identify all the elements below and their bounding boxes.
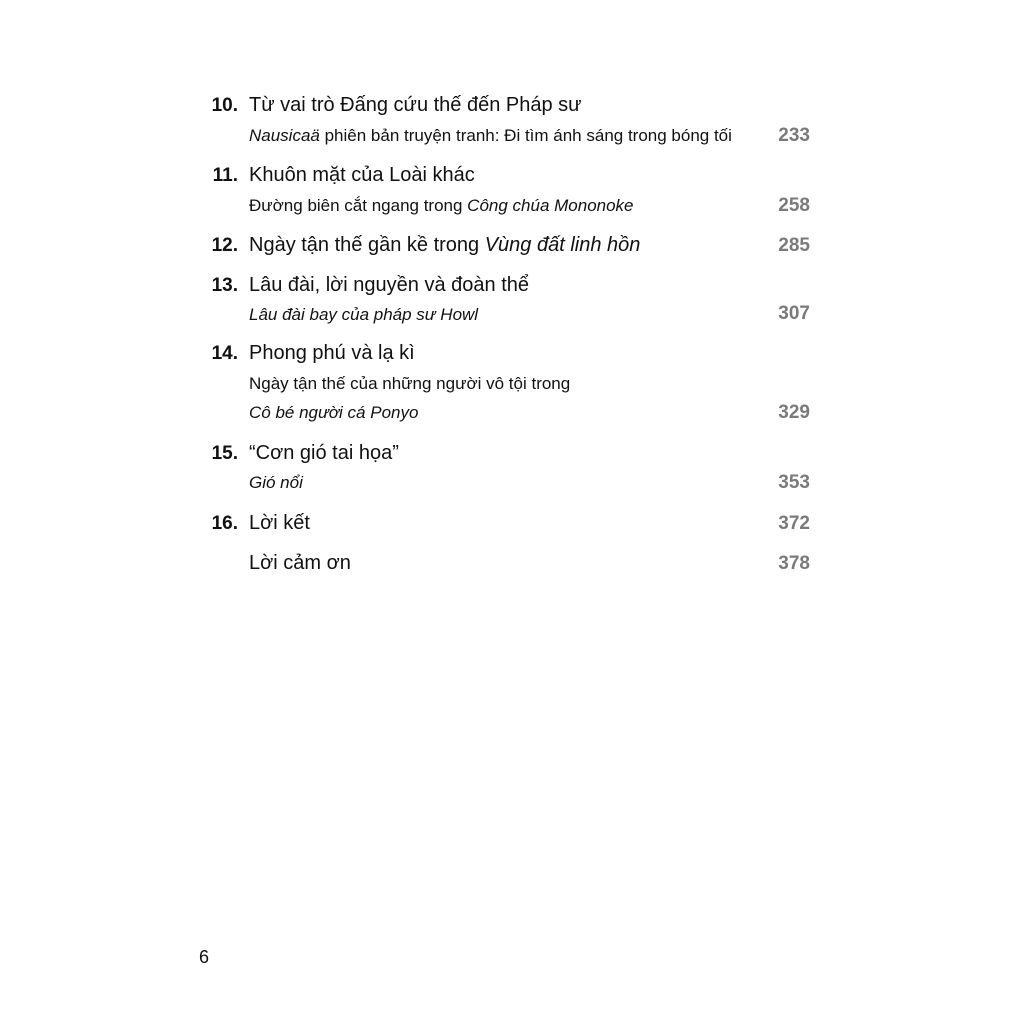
chapter-subtitle: Ngày tận thế của những người vô tội trong <box>249 374 571 393</box>
chapter-title <box>249 234 640 257</box>
chapter-number: 12. <box>211 235 238 256</box>
subtitle-text: phiên bản truyện tranh: Đi tìm ánh sáng trong bóng tối <box>319 126 732 145</box>
page-number: 307 <box>778 303 810 324</box>
page-number: 372 <box>778 513 810 534</box>
chapter-title: Lâu đài, lời nguyền và đoàn thể <box>249 274 529 296</box>
chapter-title: “Cơn gió tai họa” <box>249 442 399 464</box>
chapter-number: 13. <box>211 275 238 296</box>
subtitle-text: Đường biên cắt ngang trong <box>249 196 468 215</box>
chapter-number: 14. <box>211 343 238 364</box>
chapter-number: 11. <box>212 165 238 186</box>
page-number: 258 <box>778 195 810 216</box>
page-number: 285 <box>778 235 810 256</box>
page-folio: 6 <box>199 947 210 967</box>
subtitle-italic: Nausicaä <box>249 126 320 145</box>
chapter-subtitle <box>249 126 732 146</box>
page-number: 329 <box>778 402 810 423</box>
chapter-number: 15. <box>211 443 238 464</box>
chapter-subtitle: Gió nổi <box>249 473 303 492</box>
chapter-title: Lời kết <box>249 512 310 534</box>
chapter-subtitle <box>249 196 634 216</box>
chapter-title: Từ vai trò Đấng cứu thế đến Pháp sư <box>249 94 582 116</box>
subtitle-italic: Công chúa Mononoke <box>467 196 634 215</box>
chapter-subtitle-line2: Cô bé người cá Ponyo <box>249 403 419 422</box>
title-italic: Vùng đất linh hồn <box>484 234 641 256</box>
page-number: 233 <box>778 125 810 146</box>
chapter-title: Khuôn mặt của Loài khác <box>249 164 475 186</box>
page-number: 353 <box>778 472 810 493</box>
title-text: Ngày tận thế gần kề trong <box>249 234 485 256</box>
chapter-title: Phong phú và lạ kì <box>249 342 415 364</box>
chapter-title: Lời cảm ơn <box>249 552 351 574</box>
chapter-subtitle: Lâu đài bay của pháp sư Howl <box>249 305 479 324</box>
page-number: 378 <box>778 553 810 574</box>
chapter-number: 10. <box>211 95 238 116</box>
chapter-number: 16. <box>211 513 238 534</box>
